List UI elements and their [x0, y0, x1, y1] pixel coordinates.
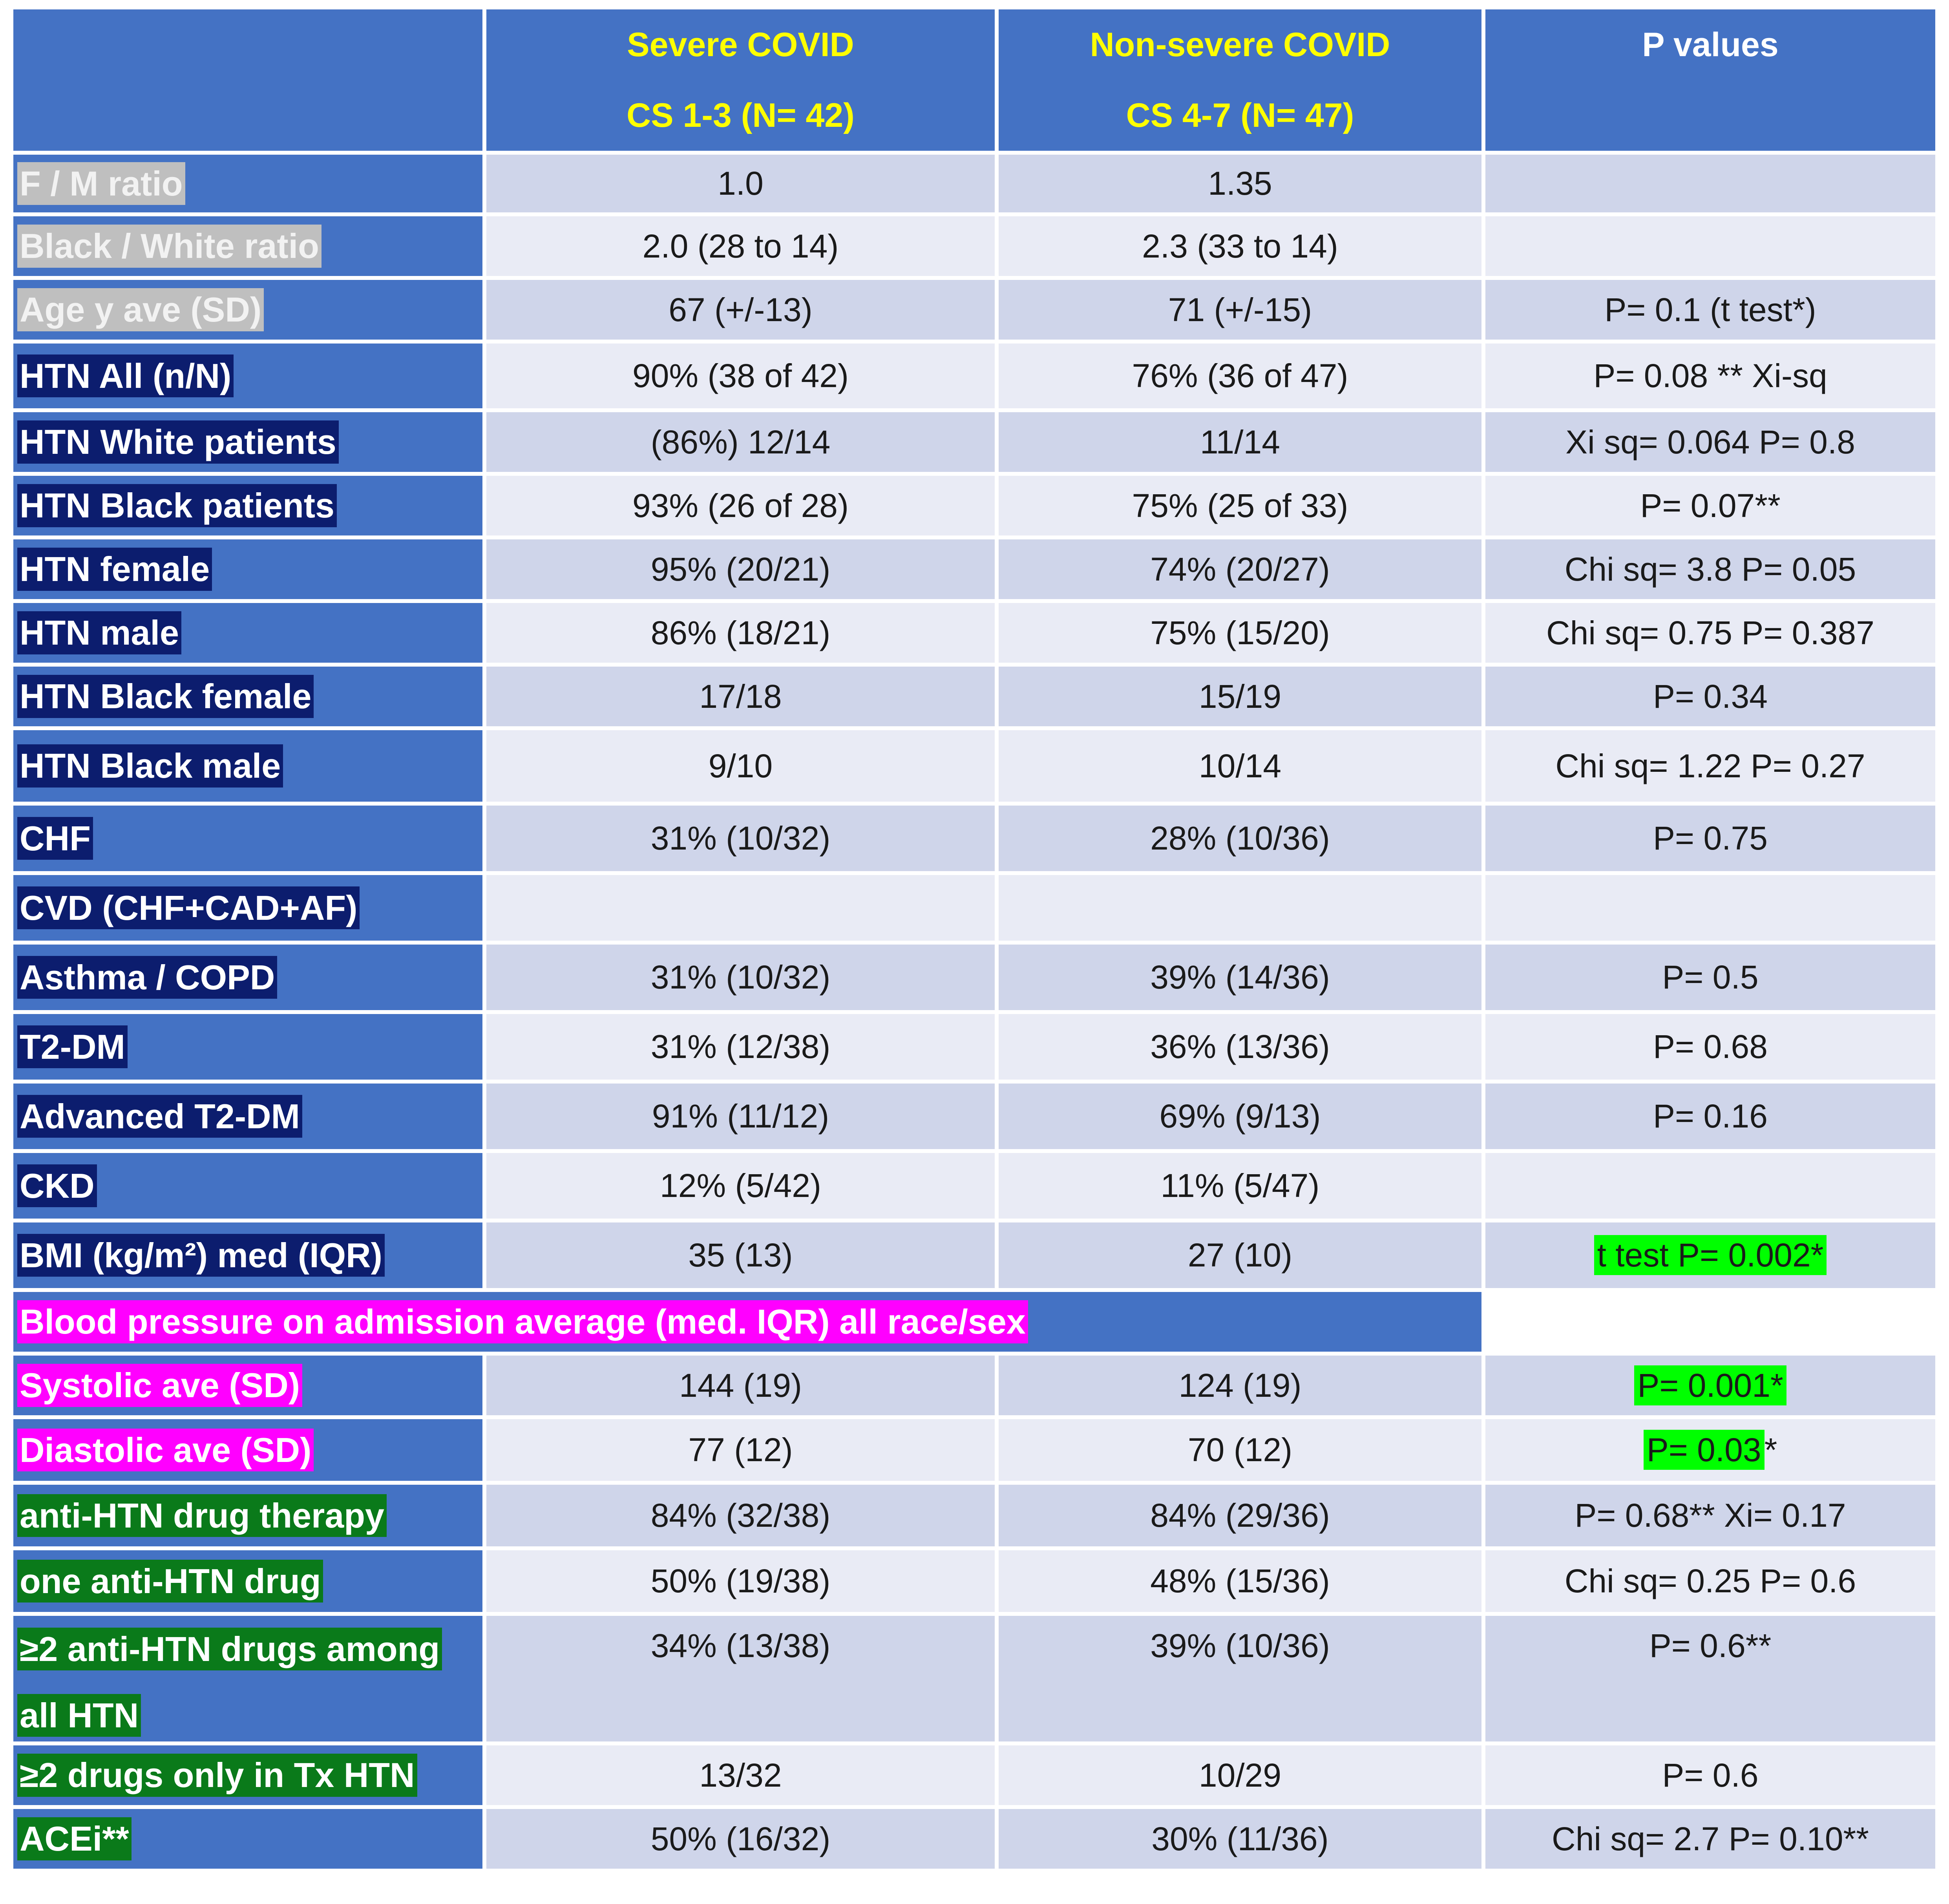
severe-value-cell — [486, 216, 995, 276]
pvalue-cell — [1485, 945, 1935, 1010]
pvalue-cell — [1485, 1084, 1935, 1149]
nonsevere-value: 30% (11/36) — [1151, 1820, 1329, 1857]
nonsevere-value-cell — [999, 1419, 1481, 1481]
pvalue-cell — [1485, 1356, 1935, 1415]
nonsevere-value: 28% (10/36) — [1150, 820, 1330, 857]
pvalue-text: Chi sq= 0.75 P= 0.387 — [1546, 614, 1874, 651]
table-row — [13, 280, 1935, 340]
nonsevere-value-cell — [999, 1014, 1481, 1080]
nonsevere-value: 75% (15/20) — [1150, 614, 1330, 651]
row-label: HTN Black male — [17, 744, 283, 787]
severe-value: 93% (26 of 28) — [632, 487, 849, 524]
pvalue-text: P= 0.68 — [1653, 1028, 1768, 1065]
table-row — [13, 1745, 1935, 1805]
row-label: T2-DM — [17, 1025, 128, 1068]
pvalue-cell — [1485, 155, 1935, 212]
row-label-cell — [13, 1292, 1481, 1352]
pvalue-text: Xi sq= 0.064 P= 0.8 — [1565, 423, 1855, 460]
pvalue-cell — [1485, 1616, 1935, 1741]
row-label-cell — [13, 1745, 482, 1805]
severe-value: 35 (13) — [688, 1237, 793, 1274]
table-row — [13, 1014, 1935, 1080]
pvalue-text: P= 0.34 — [1653, 678, 1768, 715]
severe-value: 50% (19/38) — [650, 1562, 831, 1600]
severe-value: 12% (5/42) — [660, 1167, 821, 1204]
row-label: HTN female — [17, 548, 212, 590]
pvalue-cell — [1485, 603, 1935, 663]
row-label-cell — [13, 875, 482, 941]
row-label: CKD — [17, 1164, 97, 1207]
row-label-cell — [13, 730, 482, 802]
row-label-cell — [13, 476, 482, 535]
table-row — [13, 603, 1935, 663]
pvalue-cell — [1485, 539, 1935, 599]
nonsevere-value: 76% (36 of 47) — [1132, 357, 1348, 395]
severe-value-cell — [486, 730, 995, 802]
header-nonsevere-group: CS 4-7 (N= 47) — [1126, 97, 1354, 134]
row-label: Black / White ratio — [17, 225, 321, 267]
comorbidity-comparison-table — [9, 5, 1939, 1873]
severe-value-cell — [486, 344, 995, 408]
row-label: Age y ave (SD) — [17, 288, 264, 331]
nonsevere-value-cell — [999, 216, 1481, 276]
row-label-cell — [13, 1809, 482, 1869]
severe-value-cell — [486, 667, 995, 726]
table-row — [13, 1616, 1935, 1741]
pvalue-text: P= 0.6** — [1649, 1627, 1772, 1664]
row-label: HTN Black patients — [17, 484, 337, 527]
row-label-cell — [13, 1485, 482, 1546]
header-row — [13, 9, 1935, 151]
nonsevere-value-cell — [999, 730, 1481, 802]
nonsevere-value-cell — [999, 945, 1481, 1010]
row-label-cell — [13, 603, 482, 663]
row-label-cell — [13, 539, 482, 599]
row-label: HTN Black female — [17, 675, 314, 718]
row-label-cell — [13, 667, 482, 726]
nonsevere-value: 70 (12) — [1187, 1431, 1293, 1469]
table-row — [13, 945, 1935, 1010]
nonsevere-value-cell — [999, 344, 1481, 408]
nonsevere-value-cell — [999, 1153, 1481, 1219]
table-row — [13, 1419, 1935, 1481]
row-label-cell — [13, 344, 482, 408]
nonsevere-value: 27 (10) — [1187, 1237, 1293, 1274]
row-label-cell — [13, 1419, 482, 1481]
table-row — [13, 730, 1935, 802]
severe-value-cell — [486, 806, 995, 871]
severe-value: 86% (18/21) — [650, 614, 831, 651]
header-pvalues-title: P values — [1642, 26, 1779, 64]
row-label-continued: all HTN — [17, 1694, 141, 1737]
table-row — [13, 1809, 1935, 1869]
nonsevere-value-cell — [999, 476, 1481, 535]
nonsevere-value-cell — [999, 1356, 1481, 1415]
nonsevere-value: 2.3 (33 to 14) — [1142, 227, 1338, 265]
severe-value: 17/18 — [699, 678, 782, 715]
severe-value-cell — [486, 1809, 995, 1869]
row-label: Asthma / COPD — [17, 956, 277, 999]
row-label: Diastolic ave (SD) — [17, 1429, 314, 1471]
pvalue-text: P= 0.75 — [1653, 820, 1768, 857]
severe-value: 144 (19) — [679, 1367, 802, 1404]
pvalue-cell — [1485, 1014, 1935, 1080]
pvalue-cell — [1485, 476, 1935, 535]
nonsevere-value: 36% (13/36) — [1150, 1028, 1330, 1065]
pvalue-text: Chi sq= 0.25 P= 0.6 — [1564, 1562, 1856, 1600]
pvalue-text: Chi sq= 3.8 P= 0.05 — [1564, 550, 1856, 588]
severe-value: 95% (20/21) — [650, 550, 831, 588]
severe-value: 77 (12) — [688, 1431, 793, 1469]
severe-value: 67 (+/-13) — [669, 291, 813, 328]
severe-value: 31% (10/32) — [650, 959, 831, 996]
row-label-cell — [13, 280, 482, 340]
severe-value-cell — [486, 1616, 995, 1741]
nonsevere-value-cell — [999, 875, 1481, 941]
row-label: HTN White patients — [17, 420, 339, 463]
table-row — [13, 875, 1935, 941]
row-label-cell — [13, 1153, 482, 1219]
nonsevere-value: 39% (14/36) — [1150, 959, 1330, 996]
table-row — [13, 1356, 1935, 1415]
nonsevere-value-cell — [999, 412, 1481, 472]
severe-value: 91% (11/12) — [652, 1098, 829, 1135]
pvalue-cell — [1485, 1153, 1935, 1219]
row-label-cell — [13, 945, 482, 1010]
table-row — [13, 1550, 1935, 1612]
row-label: HTN male — [17, 611, 181, 654]
row-label-cell — [13, 1550, 482, 1612]
severe-value-cell — [486, 1356, 995, 1415]
table-row — [13, 412, 1935, 472]
pvalue-text: P= 0.5 — [1662, 959, 1759, 996]
nonsevere-value: 10/29 — [1198, 1756, 1282, 1794]
severe-value-cell — [486, 1550, 995, 1612]
pvalue-cell — [1485, 875, 1935, 941]
nonsevere-value: 74% (20/27) — [1150, 550, 1330, 588]
severe-value: (86%) 12/14 — [650, 423, 831, 460]
row-label: Blood pressure on admission average (med. IQR) all race/sex — [17, 1300, 1028, 1343]
nonsevere-value-cell — [999, 806, 1481, 871]
severe-value-cell — [486, 1153, 995, 1219]
severe-value-cell — [486, 539, 995, 599]
header-severe-group: CS 1-3 (N= 42) — [627, 97, 855, 134]
pvalue-cell — [1485, 1809, 1935, 1869]
severe-value: 84% (32/38) — [650, 1497, 831, 1534]
pvalue-cell — [1485, 1292, 1935, 1352]
nonsevere-value-cell — [999, 1745, 1481, 1805]
nonsevere-value-cell — [999, 1550, 1481, 1612]
pvalue-cell — [1485, 806, 1935, 871]
table-row — [13, 155, 1935, 212]
pvalue-text: Chi sq= 2.7 P= 0.10** — [1552, 1820, 1869, 1857]
severe-value-cell — [486, 1485, 995, 1546]
row-label-cell — [13, 806, 482, 871]
header-corner — [13, 9, 482, 151]
header-nonsevere-title: Non-severe COVID — [1090, 26, 1390, 64]
severe-value: 50% (16/32) — [650, 1820, 831, 1857]
table-row — [13, 1153, 1935, 1219]
row-label: one anti-HTN drug — [17, 1560, 323, 1603]
pvalue-text: P= 0.07** — [1640, 487, 1781, 524]
nonsevere-value-cell — [999, 155, 1481, 212]
nonsevere-value-cell — [999, 667, 1481, 726]
pvalue-cell — [1485, 1485, 1935, 1546]
table-row — [13, 1084, 1935, 1149]
pvalue-suffix: * — [1764, 1431, 1777, 1469]
table-row — [13, 1222, 1935, 1288]
row-label-cell — [13, 1084, 482, 1149]
row-label: CHF — [17, 817, 93, 860]
nonsevere-value-cell — [999, 603, 1481, 663]
pvalue-text: P= 0.001* — [1634, 1365, 1786, 1405]
pvalue-cell — [1485, 344, 1935, 408]
severe-value-cell — [486, 412, 995, 472]
header-severe-title: Severe COVID — [627, 26, 854, 64]
row-label: Systolic ave (SD) — [17, 1364, 302, 1407]
nonsevere-value-cell — [999, 1084, 1481, 1149]
severe-value-cell — [486, 945, 995, 1010]
nonsevere-value-cell — [999, 1485, 1481, 1546]
table-row — [13, 1292, 1935, 1352]
row-label-cell — [13, 155, 482, 212]
row-label: anti-HTN drug therapy — [17, 1494, 387, 1537]
pvalue-text: P= 0.6 — [1662, 1756, 1759, 1794]
pvalue-cell — [1485, 412, 1935, 472]
nonsevere-value: 124 (19) — [1178, 1367, 1302, 1404]
severe-value-cell — [486, 1084, 995, 1149]
severe-value-cell — [486, 603, 995, 663]
severe-value: 31% (10/32) — [650, 820, 831, 857]
nonsevere-value: 39% (10/36) — [1150, 1627, 1330, 1664]
row-label: BMI (kg/m²) med (IQR) — [17, 1234, 385, 1277]
severe-value: 13/32 — [699, 1756, 782, 1794]
severe-value-cell — [486, 875, 995, 941]
nonsevere-value: 11/14 — [1200, 423, 1280, 460]
row-label: HTN All (n/N) — [17, 354, 234, 397]
severe-value: 90% (38 of 42) — [632, 357, 849, 395]
severe-value-cell — [486, 476, 995, 535]
table-row — [13, 216, 1935, 276]
pvalue-cell — [1485, 667, 1935, 726]
severe-value: 9/10 — [708, 747, 773, 784]
nonsevere-value: 1.35 — [1208, 165, 1272, 202]
severe-value: 1.0 — [718, 165, 764, 202]
nonsevere-value: 11% (5/47) — [1160, 1167, 1320, 1204]
nonsevere-value: 10/14 — [1198, 747, 1282, 784]
nonsevere-value-cell — [999, 1616, 1481, 1741]
pvalue-text: P= 0.03 — [1644, 1430, 1765, 1470]
pvalue-text: t test P= 0.002* — [1594, 1235, 1827, 1275]
nonsevere-value: 48% (15/36) — [1150, 1562, 1330, 1600]
nonsevere-value: 71 (+/-15) — [1168, 291, 1312, 328]
nonsevere-value-cell — [999, 1809, 1481, 1869]
severe-value-cell — [486, 155, 995, 212]
nonsevere-value-cell — [999, 539, 1481, 599]
severe-value-cell — [486, 1745, 995, 1805]
header-severe — [486, 9, 995, 151]
pvalue-text: P= 0.68** Xi= 0.17 — [1575, 1497, 1846, 1534]
nonsevere-value: 15/19 — [1198, 678, 1282, 715]
table-row — [13, 1485, 1935, 1546]
row-label: F / M ratio — [17, 162, 185, 205]
pvalue-text: Chi sq= 1.22 P= 0.27 — [1555, 747, 1865, 784]
severe-value: 2.0 (28 to 14) — [642, 227, 839, 265]
severe-value-cell — [486, 1014, 995, 1080]
row-label-cell — [13, 1222, 482, 1288]
row-label-cell — [13, 1356, 482, 1415]
pvalue-cell — [1485, 1550, 1935, 1612]
table-row — [13, 806, 1935, 871]
pvalue-cell — [1485, 216, 1935, 276]
severe-value: 34% (13/38) — [650, 1627, 831, 1664]
nonsevere-value: 84% (29/36) — [1150, 1497, 1330, 1534]
nonsevere-value: 69% (9/13) — [1159, 1098, 1321, 1135]
header-nonsevere — [999, 9, 1481, 151]
pvalue-cell — [1485, 730, 1935, 802]
row-label: Advanced T2-DM — [17, 1095, 302, 1138]
pvalue-text: P= 0.16 — [1653, 1098, 1768, 1135]
pvalue-text: P= 0.1 (t test*) — [1604, 291, 1816, 328]
pvalue-cell — [1485, 1419, 1935, 1481]
pvalue-cell — [1485, 280, 1935, 340]
row-label: ≥2 drugs only in Tx HTN — [17, 1754, 417, 1796]
row-label-cell — [13, 1014, 482, 1080]
table-row — [13, 539, 1935, 599]
row-label: ACEi** — [17, 1817, 132, 1860]
row-label: CVD (CHF+CAD+AF) — [17, 886, 360, 929]
pvalue-cell — [1485, 1222, 1935, 1288]
table-row — [13, 344, 1935, 408]
row-label-cell — [13, 1616, 482, 1741]
severe-value: 31% (12/38) — [650, 1028, 831, 1065]
row-label-cell — [13, 412, 482, 472]
row-label-cell — [13, 216, 482, 276]
row-label: ≥2 anti-HTN drugs among — [17, 1628, 442, 1670]
pvalue-cell — [1485, 1745, 1935, 1805]
severe-value-cell — [486, 280, 995, 340]
table-row — [13, 476, 1935, 535]
header-pvalues — [1485, 9, 1935, 151]
nonsevere-value-cell — [999, 280, 1481, 340]
nonsevere-value-cell — [999, 1222, 1481, 1288]
severe-value-cell — [486, 1222, 995, 1288]
pvalue-text: P= 0.08 ** Xi-sq — [1593, 357, 1827, 395]
nonsevere-value: 75% (25 of 33) — [1132, 487, 1348, 524]
severe-value-cell — [486, 1419, 995, 1481]
table-row — [13, 667, 1935, 726]
